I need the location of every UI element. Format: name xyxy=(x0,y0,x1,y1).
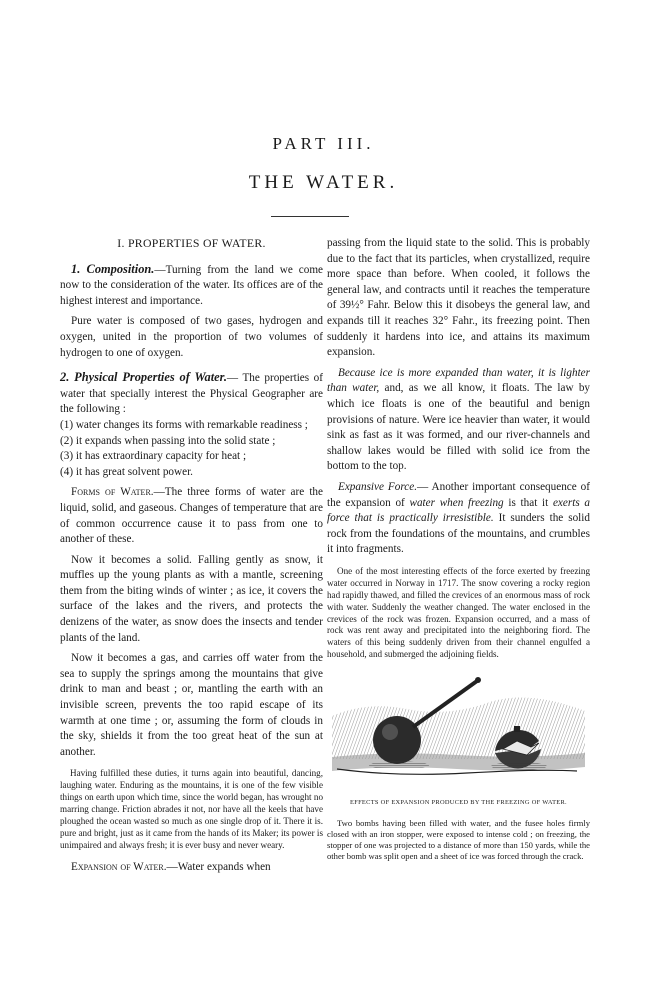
forms-paragraph xyxy=(60,485,323,547)
gas-paragraph: Now it becomes a gas, and carries off water from the sea to supply the springs among the mountains that give drink to man and beast ; or, mantling the earth with an invisible screen, prevents the too rapid escape of its warmth at one time ; or, assuming the form of clouds in the sky, shields it from the too great heat of the sun at another. xyxy=(60,652,323,758)
physical-text: — The properties of water that specially interest the Physical Geographer are the following : xyxy=(60,372,323,416)
figure-note: Two bombs having been filled with water, and the fusee holes firmly closed with an iron stopper, were exposed to intense cold ; on freezing, the stopper of one was projected to a distance of more than 150 yards, while the other bomb was split open and a sheet of ice was forced through the crack. xyxy=(327,817,590,861)
section-title: I. PROPERTIES OF WATER. xyxy=(117,236,266,250)
properties-list xyxy=(60,418,323,480)
figure-caption: EFFECTS OF EXPANSION PRODUCED BY THE FREEZING OF WATER. xyxy=(350,799,567,807)
composition-text: —Turning from the land we come now to the consideration of the water. Its offices are of the highest interest and importance. xyxy=(60,263,323,307)
expansion-paragraph xyxy=(60,860,323,876)
norway-paragraph: One of the most interesting effects of the force exerted by freezing water occurred in Norway in 1717. The snow covering a rocky region had rapidly thawed, and filled the crevices of an enormous mass of rock with water. Suddenly the weather changed. The water enclosed in the crevices of the rock was frozen. Expansion occurred, and a mass of rock was rent away and precipitated into the neighboring fiord. The waters of this being suddenly driven from their channel engulfed a household, and submerged the adjoining fields. xyxy=(327,565,590,660)
property-item: (2) it expands when passing into the solid state ; xyxy=(60,434,276,447)
force-text: It sunders the solid rock from the foundations of the mountains, and crumbles it into fragments. xyxy=(327,512,590,556)
force-label: Expansive Force. xyxy=(338,480,418,493)
right-column xyxy=(327,236,590,862)
forms-text: —The three forms of water are the liquid, solid, and gaseous. Changes of temperature that are of common occurrence cause it to pass from one to another of these. xyxy=(60,486,323,546)
expansion-text: —Water expands when xyxy=(166,860,271,873)
page-title: THE WATER. xyxy=(248,172,399,193)
physical-heading: 2. Physical Properties of Water. xyxy=(60,370,227,385)
force-italic: exerts a force that is practically irresistible. xyxy=(327,496,590,525)
because-paragraph xyxy=(327,366,590,475)
left-column xyxy=(60,236,323,880)
force-italic: water when freezing xyxy=(409,496,504,509)
continued-paragraph: passing from the liquid state to the solid. This is probably due to the fact that its particles, when crystallized, require more space than before. When cooled, it follows the general law, and contracts until it reaches the temperature of 39½° Fahr. Below this it disobeys the general law, and expands till it reaches 32° Fahr., its freezing point. Then suddenly it hardens into ice, and attains its maximum expansion. xyxy=(327,237,590,359)
force-text: is that it xyxy=(503,496,553,509)
property-item: (3) it has extraordinary capacity for heat ; xyxy=(60,450,247,463)
because-text: and, as we all know, it floats. The law by which ice floats is one of the beautiful and benign provisions of nature. Were ice heavier than water, it would sink as fast as it was formed, and our river-channels and shallow lakes would be filled with solid ice from the bottom to the top. xyxy=(327,382,591,473)
physical-paragraph xyxy=(60,370,323,418)
composition-heading: 1. Composition. xyxy=(71,261,155,276)
property-item: (1) water changes its forms with remarkable readiness ; xyxy=(60,418,308,431)
solid-paragraph: Now it becomes a solid. Falling gently as snow, it muffles up the young plants as with a mantle, screening them from the biting winds of winter ; as ice, it covers the surface of the lakes and the rivers, and protects the denizens of the water, as snow does the insects and tender plants of the land. xyxy=(60,553,323,644)
composition-paragraph xyxy=(60,262,323,310)
property-item: (4) it has great solvent power. xyxy=(60,465,193,478)
because-italic: Because ice is more expanded than water, it is lighter than water, xyxy=(327,366,590,395)
title-divider xyxy=(271,216,349,217)
fulfilled-paragraph: Having fulfilled these duties, it turns again into beautiful, dancing, laughing water. Enduring as the mountains, it is one of the few visible things on earth upon which time, since the world began, has wrought no marring change. Friction abrades it not, nor have all the keels that have ploughed the ocean wasted so much as one single drop of it. There it is. pure and bright, just as it came from the hands of its Maker; its power is unimpaired and always fresh; it is ever busy and never weary. xyxy=(60,768,323,850)
forms-label: Forms of Water. xyxy=(71,486,154,499)
expansion-label: Expansion of Water. xyxy=(71,860,167,873)
bombs-illustration xyxy=(327,671,590,789)
pure-water-paragraph: Pure water is composed of two gases, hydrogen and oxygen, united in the proportion of two volumes of hydrogen to one of oxygen. xyxy=(60,315,323,359)
bombs-engraving xyxy=(327,671,590,789)
part-heading: PART III. xyxy=(272,134,375,153)
force-paragraph xyxy=(327,480,590,558)
force-text: — Another important consequence of the expansion of xyxy=(327,480,590,509)
